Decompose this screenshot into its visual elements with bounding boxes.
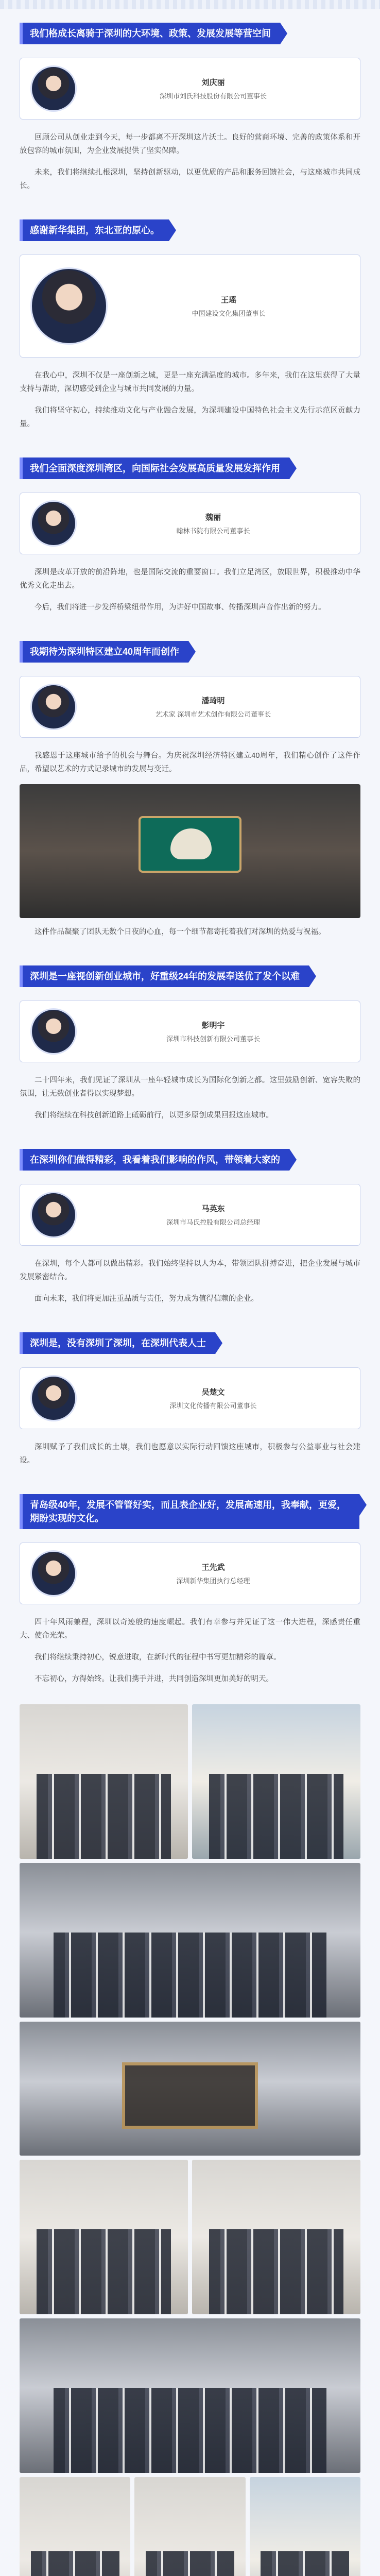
person-avatar [30, 1008, 77, 1055]
award-ceremony-photo [20, 2022, 360, 2156]
paragraph: 深圳是改革开放的前沿阵地，也是国际交流的重要窗口。我们立足湾区，放眼世界，积极推动中华优秀文化走出去。 [20, 568, 360, 590]
person-name: 王先武 [201, 1563, 225, 1572]
person-card [20, 493, 360, 554]
person-role: 深圳市马氏控股有限公司总经理 [166, 1218, 260, 1226]
person-info [77, 1562, 350, 1585]
group-photo [20, 2318, 360, 2473]
section-banner: 深圳是，没有深圳了深圳，在深圳代表人士 [20, 1332, 215, 1354]
gallery-row [20, 2022, 360, 2156]
section-banner: 我们格成长离骑于深圳的大环境、政策、发展发展等营空间 [20, 23, 280, 44]
paragraph: 面向未来，我们将更加注重品质与责任，努力成为值得信赖的企业。 [34, 1295, 258, 1303]
paragraph: 二十四年来，我们见证了深圳从一座年轻城市成长为国际化创新之都。这里鼓励创新、宽容失败的氛围，让无数创业者得以实现梦想。 [20, 1076, 360, 1098]
person-role: 翰林书院有限公司董事长 [176, 527, 250, 535]
event-photo [20, 1704, 188, 1859]
person-name: 彭明宇 [201, 1021, 225, 1030]
person-name: 刘庆丽 [201, 78, 225, 87]
event-photo [134, 2477, 245, 2576]
person-card [20, 1001, 360, 1062]
person-info [77, 1020, 350, 1043]
gallery-row [20, 2318, 360, 2473]
paragraph: 在我心中，深圳不仅是一座创新之城，更是一座充满温度的城市。多年来，我们在这里获得了大量支持与帮助，深切感受到企业与城市共同发展的力量。 [20, 371, 360, 393]
person-avatar [30, 1550, 77, 1597]
person-role: 深圳市科技创新有限公司董事长 [166, 1035, 260, 1043]
person-avatar [30, 65, 77, 112]
person-info [108, 294, 350, 318]
person-name: 吴楚文 [201, 1388, 225, 1397]
person-name: 魏丽 [205, 513, 221, 522]
event-photo [250, 2477, 360, 2576]
person-card [20, 1184, 360, 1246]
paragraph: 四十年风雨兼程，深圳以奇迹般的速度崛起。我们有幸参与并见证了这一伟大进程，深感责任重大、使命光荣。 [20, 1618, 360, 1640]
person-name: 潘琦明 [201, 697, 225, 705]
event-photo [20, 2160, 188, 2314]
paragraph: 未来，我们将继续扎根深圳，坚持创新驱动，以更优质的产品和服务回馈社会，与这座城市共同成长。 [20, 168, 360, 190]
paragraph: 回顾公司从创业走到今天，每一步都离不开深圳这片沃土。良好的营商环境、完善的政策体系和开放包容的城市氛围，为企业发展提供了坚实保障。 [20, 133, 360, 155]
paragraph: 我感恩于这座城市给予的机会与舞台。为庆祝深圳经济特区建立40周年，我们精心创作了这件作品，希望以艺术的方式记录城市的发展与变迁。 [20, 752, 360, 773]
person-avatar [30, 1375, 77, 1421]
paragraph: 不忘初心，方得始终。让我们携手并进，共同创造深圳更加美好的明天。 [34, 1675, 273, 1683]
person-role: 深圳市刘氏科技股份有限公司董事长 [159, 92, 267, 100]
section-6 [0, 1136, 380, 1319]
person-card [20, 58, 360, 120]
person-card [20, 255, 360, 358]
person-card [20, 1543, 360, 1604]
person-role: 深圳新华集团执行总经理 [176, 1577, 250, 1585]
group-photo [20, 1863, 360, 2018]
paragraph: 深圳赋予了我们成长的土壤，我们也愿意以实际行动回馈这座城市，积极参与公益事业与社会建设。 [20, 1443, 360, 1465]
gallery-row [20, 1704, 360, 1859]
event-photo [192, 1704, 360, 1859]
section-7 [0, 1319, 380, 1481]
section-2 [0, 206, 380, 444]
event-photo [192, 2160, 360, 2314]
paragraph: 我们将继续在科技创新道路上砥砺前行，以更多原创成果回报这座城市。 [34, 1111, 273, 1120]
person-role: 艺术家 深圳市艺术创作有限公司董事长 [155, 710, 271, 718]
gallery-row [20, 2477, 360, 2576]
artwork-photo [20, 784, 360, 918]
paragraph: 在深圳，每个人都可以做出精彩。我们始终坚持以人为本，带领团队拼搏奋进，把企业发展与城市发展紧密结合。 [20, 1260, 360, 1281]
section-1 [0, 9, 380, 206]
person-role: 中国建设文化集团董事长 [192, 310, 266, 317]
section-banner: 深圳是一座视创新创业城市，好重级24年的发展奉送优了发个以难 [20, 965, 309, 987]
photo-gallery [0, 1699, 380, 2576]
person-info [77, 1203, 350, 1227]
section-banner: 我期待为深圳特区建立40周年而创作 [20, 641, 188, 663]
section-banner: 我们全面深度深圳湾区，向国际社会发展高质量发展发挥作用 [20, 457, 289, 479]
section-4 [0, 628, 380, 952]
person-card [20, 1367, 360, 1429]
section-3 [0, 444, 380, 628]
paragraph: 今后，我们将进一步发挥桥梁纽带作用，为讲好中国故事、传播深圳声音作出新的努力。 [34, 603, 326, 612]
section-8 [0, 1481, 380, 1699]
section-banner: 青岛级40年，发展不管管好实，而且表企业好，发展高速用，我奉献，更爱，期盼实现的文化。 [20, 1494, 359, 1529]
person-name: 王瑶 [220, 296, 236, 304]
gallery-row [20, 1863, 360, 2018]
person-info [77, 695, 350, 719]
person-info [77, 77, 350, 100]
person-info [77, 1386, 350, 1410]
section-banner: 感谢新华集团，东北亚的原心。 [20, 219, 169, 241]
person-card [20, 676, 360, 738]
paragraph: 这件作品凝聚了团队无数个日夜的心血，每一个细节都寄托着我们对深圳的热爱与祝福。 [34, 928, 326, 936]
gallery-row [20, 2160, 360, 2314]
person-avatar [30, 684, 77, 730]
paragraph: 我们将继续秉持初心，锐意进取，在新时代的征程中书写更加精彩的篇章。 [34, 1653, 281, 1662]
section-5 [0, 952, 380, 1136]
person-avatar [30, 267, 108, 345]
section-banner: 在深圳你们做得精彩，我看着我们影响的作风，带领着大家的 [20, 1149, 289, 1171]
person-name: 马英东 [201, 1205, 225, 1213]
person-avatar [30, 1192, 77, 1238]
event-photo [20, 2477, 130, 2576]
person-role: 深圳文化传播有限公司董事长 [169, 1402, 257, 1410]
paragraph: 我们将坚守初心，持续推动文化与产业融合发展，为深圳建设中国特色社会主义先行示范区贡献力量。 [20, 406, 360, 428]
top-decoration-band [0, 0, 380, 9]
person-avatar [30, 500, 77, 547]
person-info [77, 512, 350, 535]
award-artwork-image [139, 816, 241, 873]
